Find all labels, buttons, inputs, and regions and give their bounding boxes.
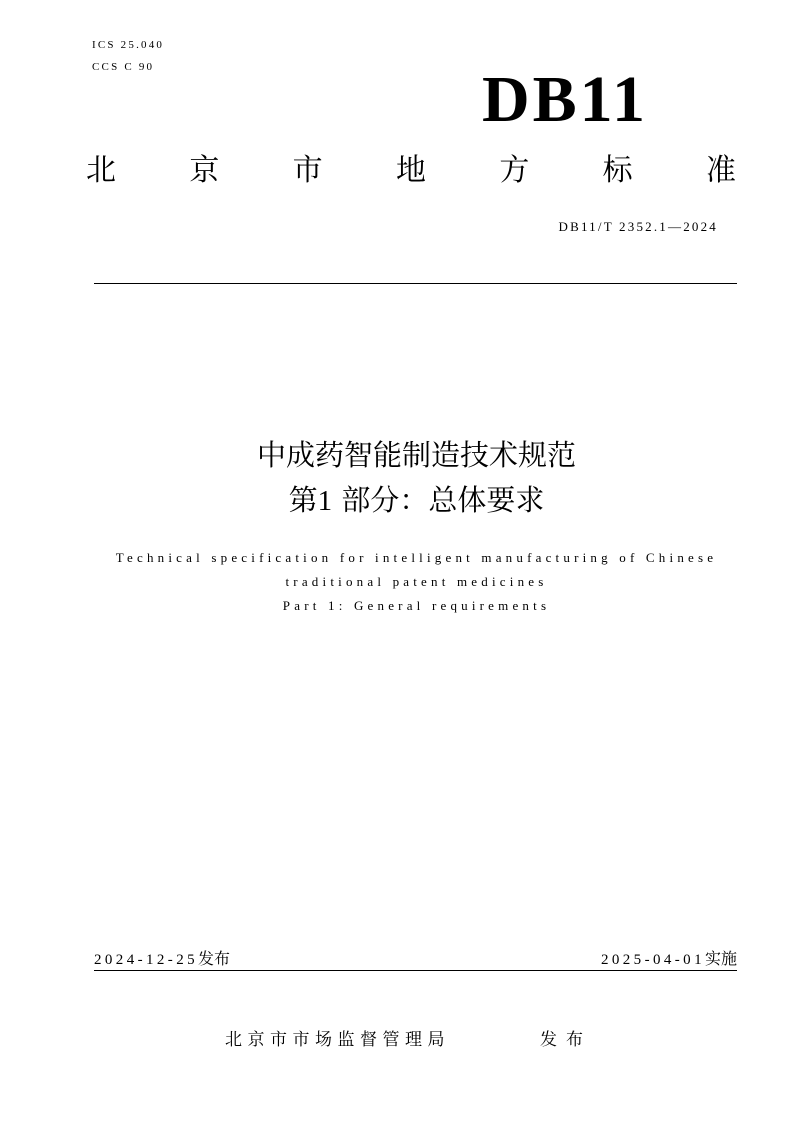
- implement-date-block: [601, 946, 737, 969]
- issue-label: 发布: [198, 949, 231, 968]
- standard-type-char: 地: [395, 153, 426, 188]
- ccs-code: CCS C 90: [92, 61, 155, 73]
- publish-label: 发布: [540, 1030, 592, 1050]
- title-zh-line1: 中成药智能制造技术规范: [256, 438, 576, 472]
- footer-divider: [94, 970, 737, 971]
- title-en-line1: Technical specification for intelligent manufacturing of Chinese: [115, 550, 718, 565]
- ics-code: ICS 25.040: [92, 39, 165, 51]
- standard-type-char: 标: [602, 153, 633, 188]
- standard-type-char: 市: [292, 153, 323, 188]
- standard-type-char: 方: [499, 153, 530, 188]
- implement-date: 2025-04-01: [600, 952, 705, 968]
- part-prefix: 第: [288, 483, 318, 517]
- title-en-line3: Part 1: General requirements: [282, 598, 551, 613]
- db11-logo: DB11: [482, 63, 649, 136]
- header-divider: [94, 283, 737, 284]
- implement-label: 实施: [704, 949, 737, 968]
- standard-type-char: 京: [189, 153, 220, 188]
- issue-date-block: [94, 946, 230, 969]
- standard-type-heading: [86, 151, 736, 191]
- title-en-line2: traditional patent medicines: [285, 574, 548, 589]
- part-title: 部分：总体要求: [341, 483, 545, 517]
- title-zh-line2: [0, 478, 793, 523]
- issue-date: 2024-12-25: [94, 952, 198, 968]
- standard-type-char: 北: [86, 153, 116, 188]
- standard-type-char: 准: [705, 153, 736, 188]
- standard-code: DB11/T 2352.1—2024: [558, 219, 718, 234]
- part-number: 1: [317, 485, 333, 517]
- publisher-name: 北京市市场监督管理局: [225, 1030, 450, 1050]
